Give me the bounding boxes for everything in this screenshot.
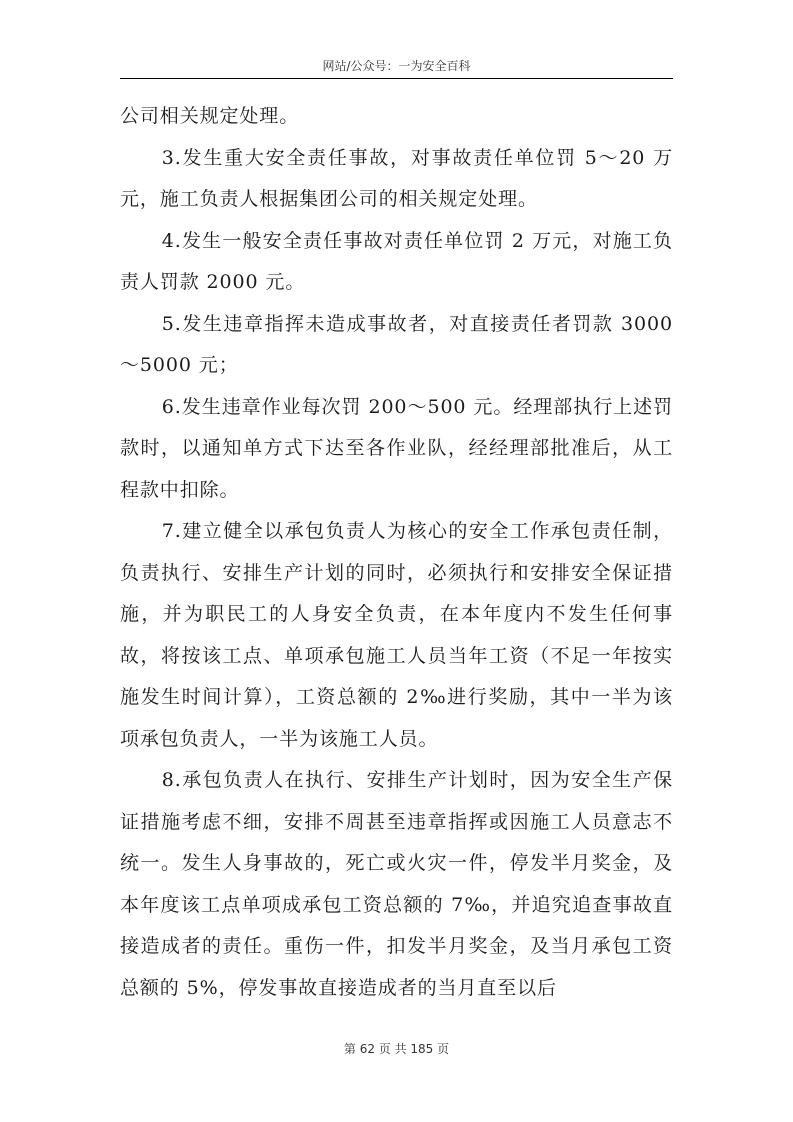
- paragraph-continuation: 公司相关规定处理。: [120, 105, 300, 127]
- page-header: 网站/公众号：一为安全百科: [322, 59, 471, 73]
- page-footer: 第 62 页 共 185 页: [343, 1042, 450, 1056]
- paragraph-item-5: 5.发生违章指挥未造成事故者，对直接责任者罚款 3000～5000 元；: [120, 312, 673, 376]
- paragraph-item-6: 6.发生违章作业每次罚 200～500 元。经理部执行上述罚款时，以通知单方式下达至各作业队，经经理部批准后，从工程款中扣除。: [120, 395, 673, 501]
- paragraph-item-7: 7.建立健全以承包负责人为核心的安全工作承包责任制，负责执行、安排生产计划的同时，必须执行和安排安全保证措施，并为职民工的人身安全负责，在本年度内不发生任何事故，将按该工点、单项承包施工人员当年工资（不足一年按实施发生时间计算），工资总额的 2‰进行奖励，其中一半为该项承包负责人，一半为该施工人员。: [120, 520, 673, 750]
- paragraph-item-8: 8.承包负责人在执行、安排生产计划时，因为安全生产保证措施考虑不细，安排不周甚至违章指挥或因施工人员意志不统一。发生人身事故的，死亡或火灾一件，停发半月奖金，及本年度该工点单项成承包工资总额的 7‰，并追究追查事故直接造成者的责任。重伤一件，扣发半月奖金，及当月承包工资总额的 5%，停发事故直接造成者的当月直至以后: [120, 769, 673, 999]
- header-divider: [120, 78, 673, 79]
- paragraph-item-3: 3.发生重大安全责任事故，对事故责任单位罚 5～20 万元，施工负责人根据集团公司的相关规定处理。: [120, 146, 673, 210]
- paragraph-item-4: 4.发生一般安全责任事故对责任单位罚 2 万元，对施工负责人罚款 2000 元。: [120, 229, 673, 293]
- document-body: [120, 96, 673, 1009]
